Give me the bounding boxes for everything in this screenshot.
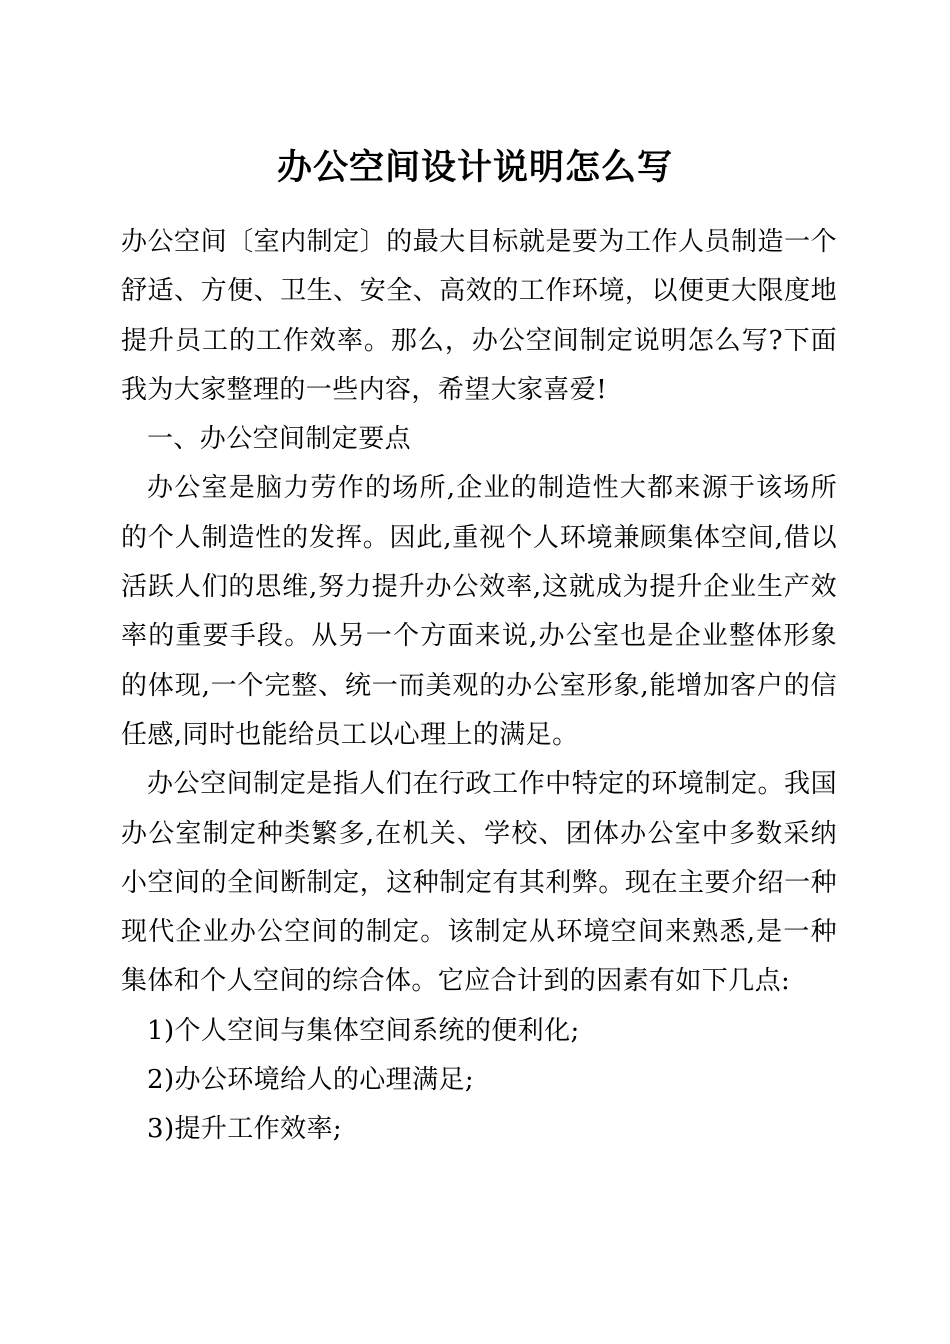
document-body	[121, 218, 837, 1155]
list-item: 2)办公环境给人的心理满足;	[147, 1065, 475, 1096]
list-item: 1)个人空间与集体空间系统的便利化;	[147, 1015, 580, 1046]
page-title: 办公空间设计说明怎么写	[276, 147, 673, 188]
list-item: 3)提升工作效率;	[147, 1114, 343, 1145]
body-paragraph: 办公室是脑力劳作的场所,企业的制造性大都来源于该场所的个人制造性的发挥。因此,重视个人环境兼顾集体空间,借以活跃人们的思维,努力提升办公效率,这就成为提升企业生产效率的重要手段。从另一个方面来说,办公室也是企业整体形象的体现,一个完整、统一而美观的办公室形象,能增加客户的信任感,同时也能给员工以心理上的满足。	[121, 473, 837, 750]
body-paragraph: 办公空间制定是指人们在行政工作中特定的环境制定。我国办公室制定种类繁多,在机关、学校、团体办公室中多数采纳小空间的全间断制定，这种制定有其利弊。现在主要介绍一种现代企业办公空间的制定。该制定从环境空间来熟悉,是一种集体和个人空间的综合体。它应合计到的因素有如下几点:	[121, 769, 837, 997]
section-heading: 一、办公空间制定要点	[147, 424, 412, 455]
intro-paragraph: 办公空间〔室内制定〕的最大目标就是要为工作人员制造一个舒适、方便、卫生、安全、高效的工作环境，以便更大限度地提升员工的工作效率。那么，办公空间制定说明怎么写?下面我为大家整理的一些内容，希望大家喜爱!	[121, 227, 837, 405]
